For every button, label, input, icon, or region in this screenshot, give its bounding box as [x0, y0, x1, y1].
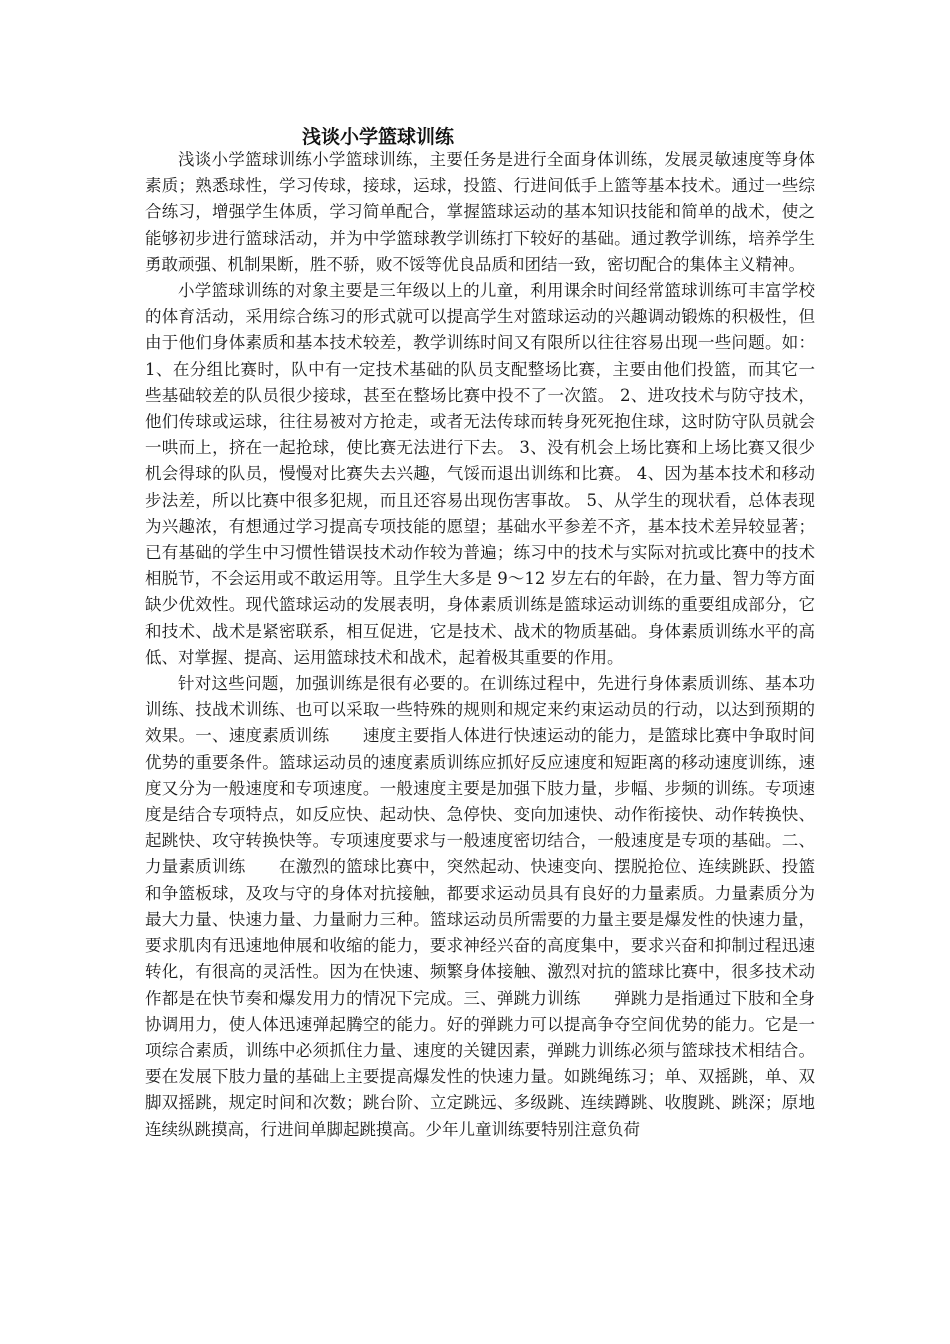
- paragraph-problems: 小学篮球训练的对象主要是三年级以上的儿童，利用课余时间经常篮球训练可丰富学校的体育活动，采用综合练习的形式就可以提高学生对篮球运动的兴趣调动锻炼的积极性，但由于他们身体素质和基本技术较差，教学训练时间又有限所以往往容易出现一些问题。如： 1、在分组比赛时，队中有一定技术基础的队员支配整场比赛，主要由他们投篮，而其它一些基础较差的队员很少接球，甚至在整场比赛中投不了一次篮。 2、进攻技术与防守技术，他们传球或运球，往往易被对方抢走，或者无法传球而转身死死抱住球，这时防守队员就会一哄而上，挤在一起抢球，使比赛无法进行下去。 3、没有机会上场比赛和上场比赛又很少机会得球的队员，慢慢对比赛失去兴趣，气馁而退出训练和比赛。 4、因为基本技术和移动步法差，所以比赛中很多犯规，而且还容易出现伤害事故。 5、从学生的现状看，总体表现为兴趣浓，有想通过学习提高专项技能的愿望；基础水平参差不齐，基本技术差异较显著；已有基础的学生中习惯性错误技术动作较为普遍；练习中的技术与实际对抗或比赛中的技术相脱节，不会运用或不敢运用等。且学生大多是 9～12 岁左右的年龄，在力量、智力等方面缺少优效性。现代篮球运动的发展表明，身体素质训练是篮球运动训练的重要组成部分，它和技术、战术是紧密联系，相互促进，它是技术、战术的物质基础。身体素质训练水平的高低、对掌握、提高、运用篮球技术和战术，起着极其重要的作用。: [145, 281, 815, 667]
- paragraph-intro: 浅谈小学篮球训练小学篮球训练，主要任务是进行全面身体训练，发展灵敏速度等身体素质；熟悉球性，学习传球，接球，运球，投篮、行进间低手上篮等基本技术。通过一些综合练习，增强学生体质，学习简单配合，掌握篮球运动的基本知识技能和简单的战术，使之能够初步进行篮球活动，并为中学篮球教学训练打下较好的基础。通过教学训练，培养学生勇敢顽强、机制果断，胜不骄，败不馁等优良品质和团结一致，密切配合的集体主义精神。: [145, 150, 815, 274]
- document-body: [145, 147, 815, 1143]
- paragraph-training: 针对这些问题，加强训练是很有必要的。在训练过程中，先进行身体素质训练、基本功训练、技战术训练、也可以采取一些特殊的规则和规定来约束运动员的行动，以达到预期的效果。一、速度素质训练 速度主要指人体进行快速运动的能力，是篮球比赛中争取时间优势的重要条件。篮球运动员的速度素质训练应抓好反应速度和短距离的移动速度训练，速度又分为一般速度和专项速度。一般速度主要是加强下肢力量，步幅、步频的训练。专项速度是结合专项特点，如反应快、起动快、急停快、变向加速快、动作衔接快、动作转换快、起跳快、攻守转换快等。专项速度要求与一般速度密切结合，一般速度是专项的基础。二、力量素质训练 在激烈的篮球比赛中，突然起动、快速变向、摆脱抢位、连续跳跃、投篮和争篮板球，及攻与守的身体对抗接触，都要求运动员具有良好的力量素质。力量素质分为最大力量、快速力量、力量耐力三种。篮球运动员所需要的力量主要是爆发性的快速力量，要求肌肉有迅速地伸展和收缩的能力，要求神经兴奋的高度集中，要求兴奋和抑制过程迅速转化，有很高的灵活性。因为在快速、频繁身体接触、激烈对抗的篮球比赛中，很多技术动作都是在快节奏和爆发用力的情况下完成。三、弹跳力训练 弹跳力是指通过下肢和全身协调用力，使人体迅速弹起腾空的能力。好的弹跳力可以提高争夺空间优势的能力。它是一项综合素质，训练中必须抓住力量、速度的关键因素，弹跳力训练必须与篮球技术相结合。要在发展下肢力量的基础上主要提高爆发性的快速力量。如跳绳练习；单、双摇跳，单、双脚双摇跳，规定时间和次数；跳台阶、立定跳远、多级跳、连续蹲跳、收腹跳、跳深；原地连续纵跳摸高，行进间单脚起跳摸高。少年儿童训练要特别注意负荷: [145, 674, 815, 1139]
- document-title: 浅谈小学篮球训练: [302, 126, 455, 148]
